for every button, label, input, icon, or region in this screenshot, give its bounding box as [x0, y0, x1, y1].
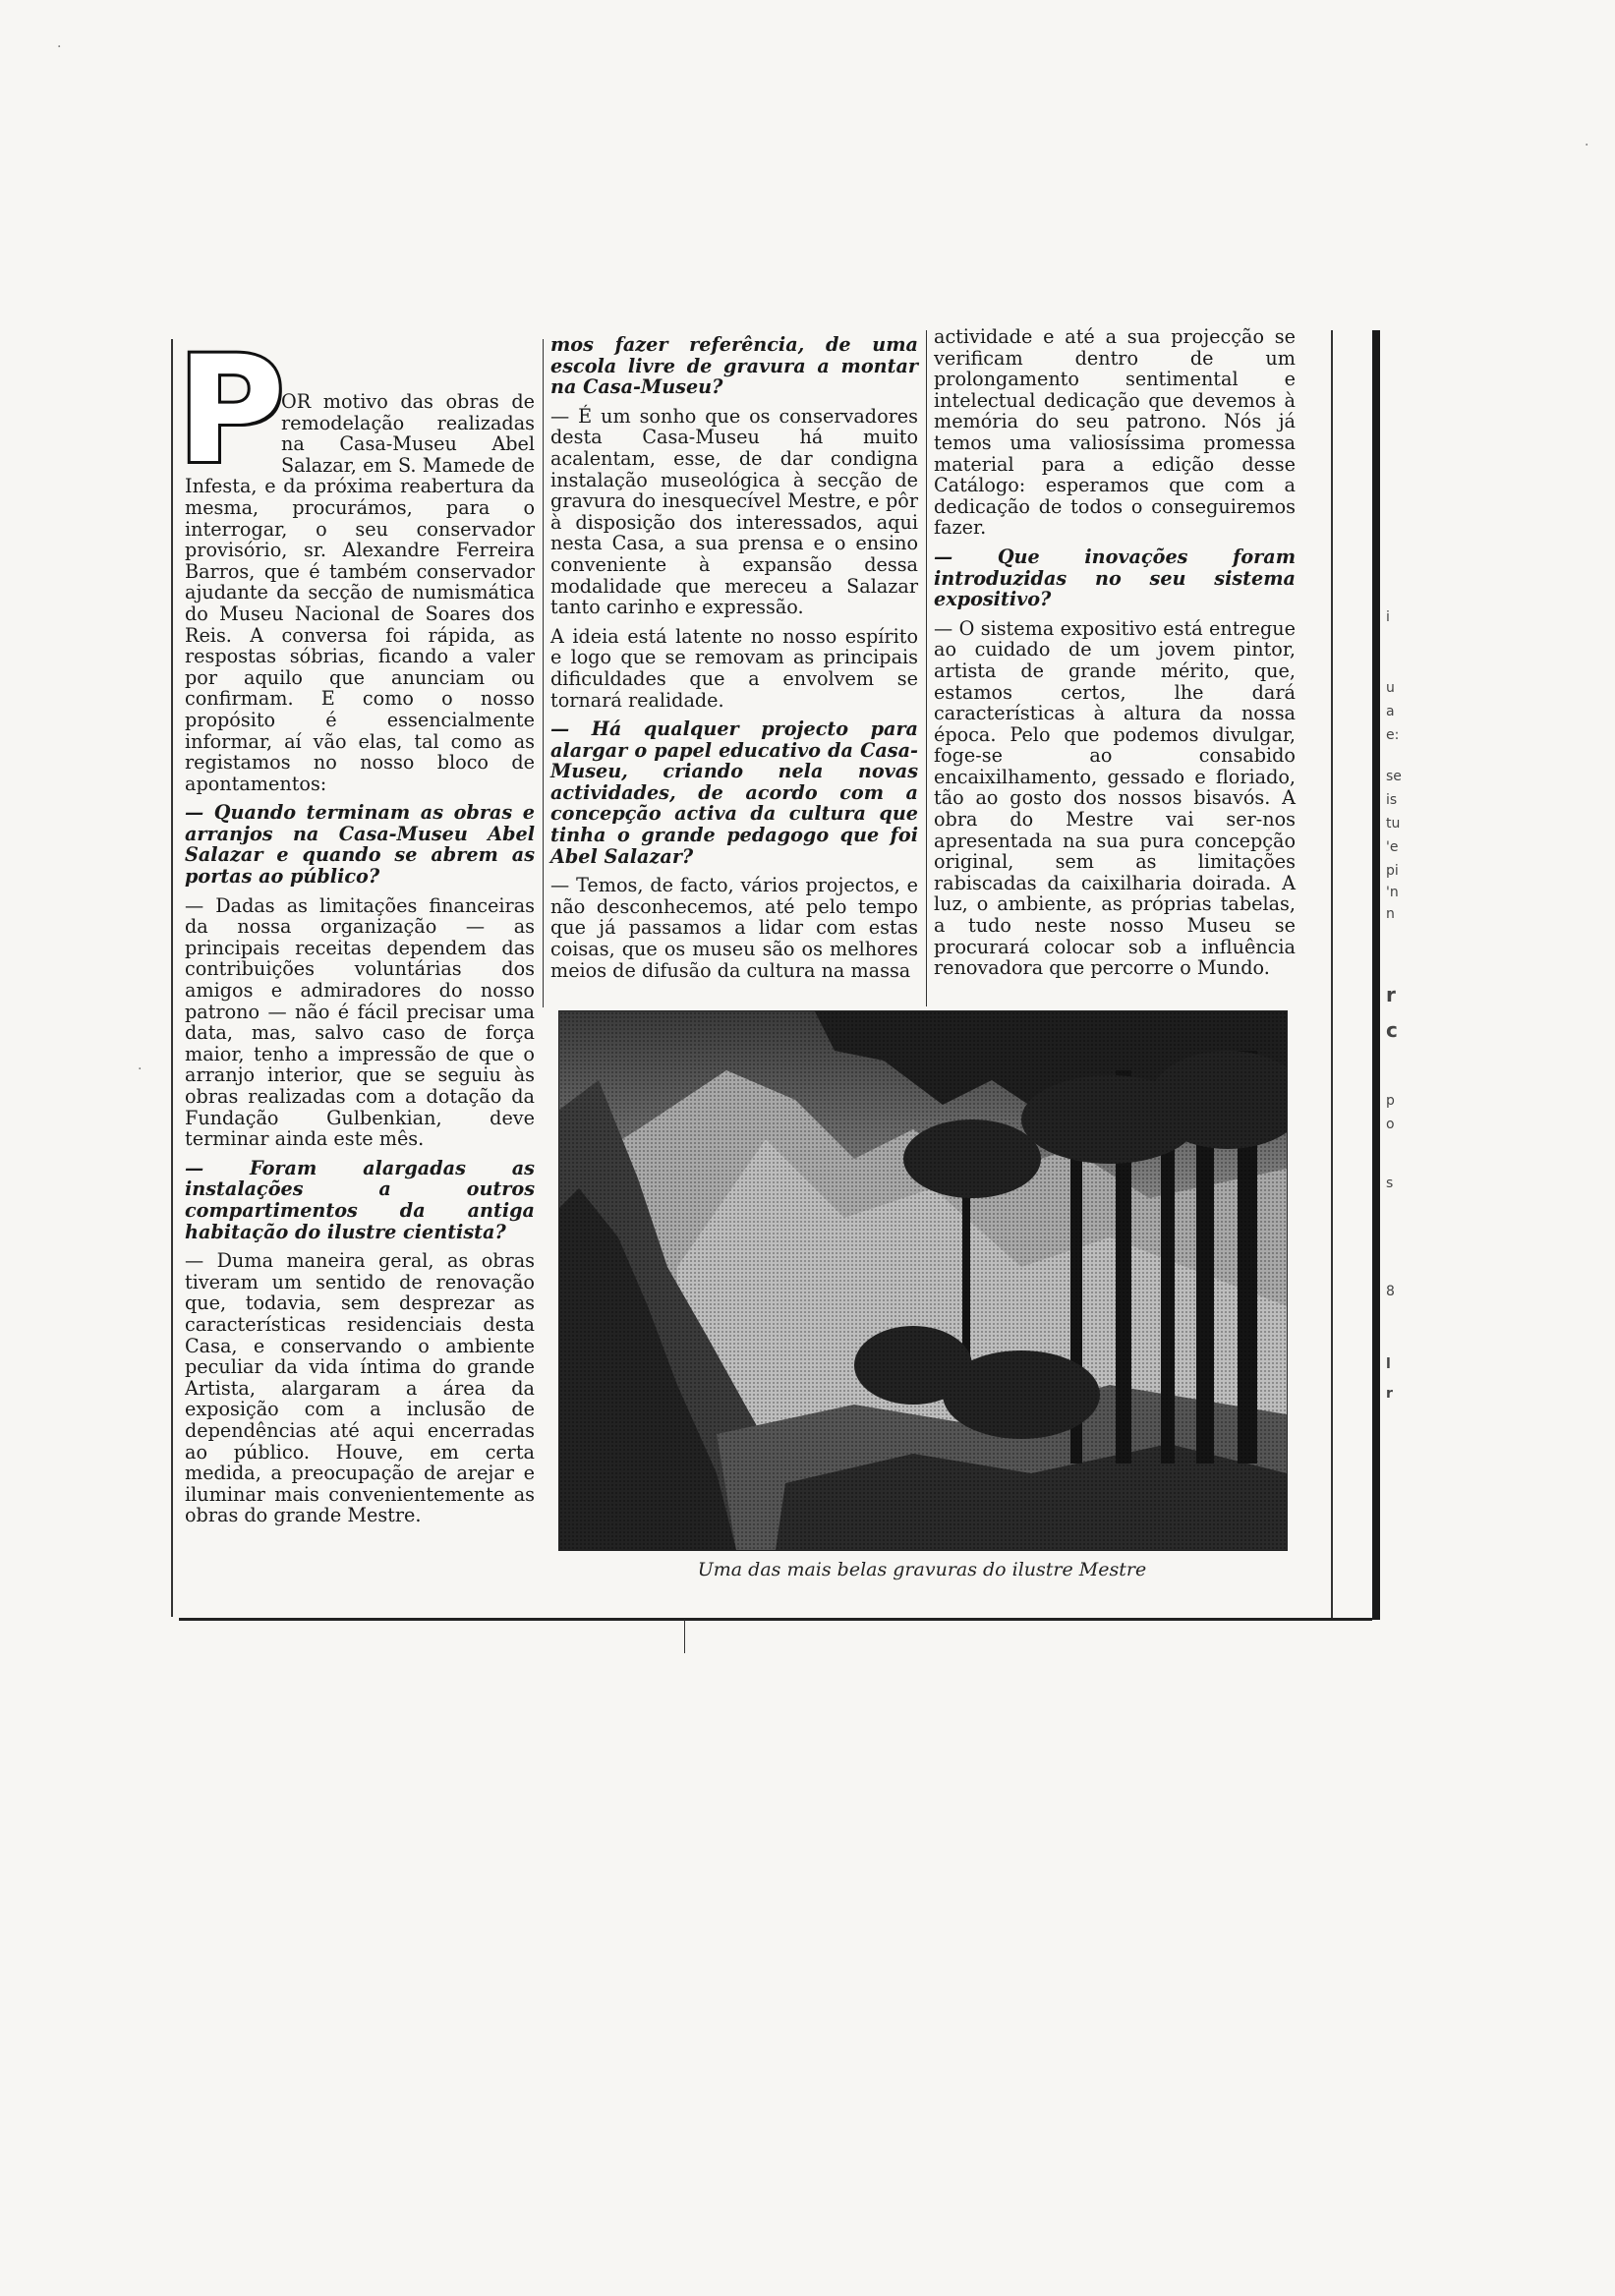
margin-fragment: tu [1386, 816, 1401, 832]
question-4: — Há qualquer projecto para alargar o papel educativo da Casa-Museu, criando nela novas actividades, de acordo com a concepção activa da cultura que tinha o grande pedagogo que foi Abel Salazar? [550, 718, 918, 868]
adjacent-page-bar [1372, 330, 1380, 1620]
answer-4-continued: actividade e até a sua projecção se verificam dentro de um prolongamento sentimental e intelectual dedicação que devemos à memória do seu patrono. Nós já temos uma valiosíssima promessa material para a edição desse Catálogo: esperamos que com a dedicação de todos o conseguiremos fazer. [934, 325, 1296, 540]
bottom-rule [179, 1618, 1372, 1621]
margin-fragment: i [1386, 609, 1390, 625]
scan-speck: · [138, 1062, 143, 1077]
right-border-rule [1331, 330, 1333, 1620]
drop-cap: P [177, 325, 285, 496]
answer-1: — Dadas as limitações financeiras da nossa organização — as principais receitas dependem das contribuições voluntárias dos amigos e admiradores do nosso patrono — não é fácil precisar uma data, mas, salvo caso de força maior, tenho a impressão de que o arranjo interior, que se seguiu às obras realizadas com a dotação da Fundação Gulbenkian, deve terminar ainda este mês. [185, 893, 535, 1151]
margin-fragment: r [1386, 983, 1396, 1006]
engraving-landscape-image [559, 1011, 1287, 1550]
answer-2: — Duma maneira geral, as obras tiveram um sentido de renovação que, todavia, sem desprezar as características residenciais desta Casa, e conservando o ambiente peculiar da vida íntima do grande Artista, alargaram a área da exposição com a inclusão de dependências até aqui encerradas ao público. Houve, em certa medida, a preocupação de arejar e iluminar mais convenientemente as obras do grande Mestre. [185, 1249, 535, 1527]
margin-fragment: l [1386, 1356, 1391, 1372]
bottom-tick [684, 1620, 685, 1653]
question-3-continued: mos fazer referência, de uma escola livre de gravura a montar na Casa-Museu? [550, 333, 918, 399]
margin-fragment: a [1386, 704, 1395, 719]
margin-fragment: r [1386, 1386, 1393, 1402]
margin-fragment: c [1386, 1018, 1398, 1042]
margin-fragment: n [1386, 906, 1395, 922]
margin-fragment: 'e [1386, 839, 1399, 855]
answer-4: — Temos, de facto, vários projectos, e não desconhecemos, até pelo tempo que já passamos a lidar com estas coisas, que os museu são os melhores meios de difusão da cultura na massa [550, 874, 918, 982]
margin-fragment: se [1386, 769, 1402, 784]
figure-caption: Uma das mais belas gravuras do ilustre Mestre [697, 1559, 1147, 1580]
scan-speck: · [57, 39, 62, 55]
margin-fragment: 8 [1386, 1284, 1395, 1299]
answer-3-continued: A ideia está latente no nosso espírito e logo que se removam as principais dificuldades que a envolvem se tornará realidade. [550, 624, 918, 712]
margin-fragment: p [1386, 1093, 1395, 1109]
article-column-3 [934, 326, 1296, 987]
margin-fragment: o [1386, 1117, 1395, 1132]
margin-fragment: e: [1386, 727, 1400, 743]
question-1: — Quando terminam as obras e arranjos na Casa-Museu Abel Salazar e quando se abrem as portas ao público? [185, 801, 535, 889]
question-2: — Foram alargadas as instalações a outros compartimentos da antiga habitação do ilustre cientista? [185, 1156, 535, 1243]
answer-3: — É um sonho que os conservadores desta Casa-Museu há muito acalentam, esse, de dar condigna instalação museológica à secção de gravura do inesquecível Mestre, e pôr à disposição dos interessados, aqui nesta Casa, a sua prensa e o ensino conveniente à expansão dessa modalidade que mereceu a Salazar tanto carinho e expressão. [550, 404, 918, 619]
article-column-1 [177, 325, 535, 1534]
margin-fragment: is [1386, 792, 1398, 808]
left-border-rule [171, 339, 173, 1617]
column-divider-1 [543, 339, 544, 1007]
scan-speck: · [1585, 138, 1589, 153]
engraving-illustration [558, 1010, 1288, 1551]
margin-fragment: 'n [1386, 885, 1399, 900]
answer-5: — O sistema expositivo está entregue ao cuidado de um jovem pintor, artista de grande mérito, que, estamos certos, lhe dará características à altura da nossa época. Pelo que podemos divulgar, foge-se ao consabido encaixilhamento, gessado e floriado, tão ao gosto dos nossos bisavós. A obra do Mestre vai ser-nos apresentada na sua pura concepção original, sem as limitações rabiscadas da caixilharia doirada. A luz, o ambiente, as próprias tabelas, a tudo neste nosso Museu se procurará colocar sob a influência renovadora que percorre o Mundo. [934, 616, 1296, 980]
margin-fragment: s [1386, 1176, 1394, 1191]
article-column-2 [550, 334, 918, 989]
column-divider-2 [926, 330, 927, 1006]
question-5: — Que inovações foram introduzidas no seu sistema expositivo? [934, 545, 1296, 611]
margin-fragment: pi [1386, 863, 1399, 879]
margin-fragment: u [1386, 680, 1395, 696]
intro-paragraph: OR motivo das obras de remodelação realizadas na Casa-Museu Abel Salazar, em S. Mamede de Infesta, e da próxima reabertura da mesma, procurámos, para o interrogar, o seu conservador provisório, sr. Alexandre Ferreira Barros, que é também conservador ajudante da secção de numismática do Museu Nacional de Soares dos Reis. A conversa foi rápida, as respostas sóbrias, ficando a valer por aquilo que anunciam ou confirmam. E como o nosso propósito é essencialmente informar, aí vão elas, tal como as registamos no nosso bloco de apontamentos: [185, 390, 535, 795]
